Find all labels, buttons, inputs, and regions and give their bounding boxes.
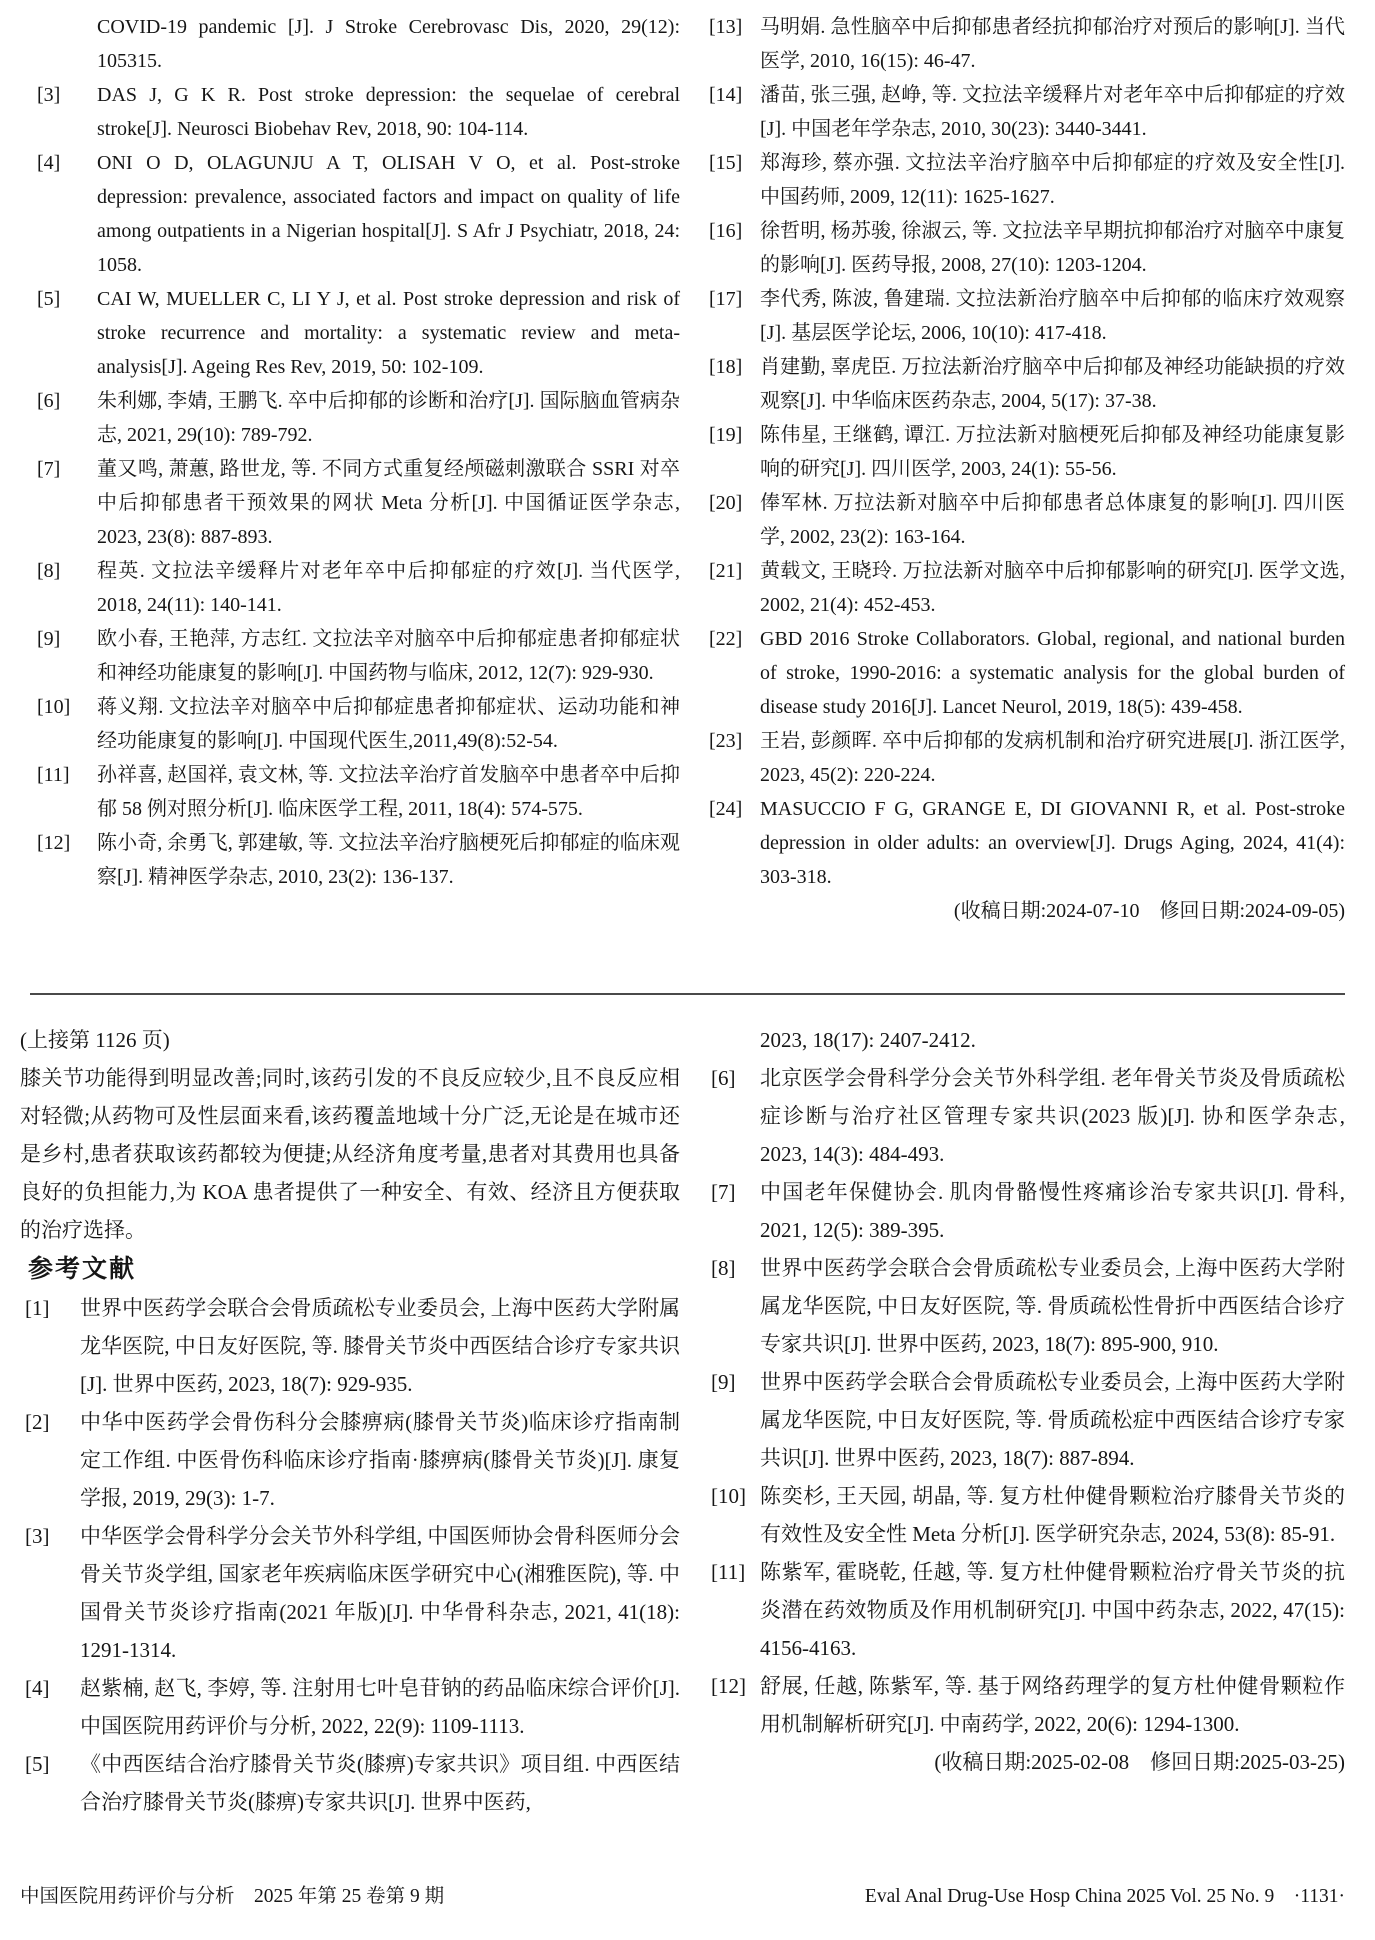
- reference-item: [705, 622, 1345, 724]
- reference-text: 赵紫楠, 赵飞, 李婷, 等. 注射用七叶皂苷钠的药品临床综合评价[J]. 中国医院用药评价与分析, 2022, 22(9): 1109-1113.: [80, 1676, 680, 1738]
- reference-text: 中华中医药学会骨伤科分会膝痹病(膝骨关节炎)临床诊疗指南制定工作组. 中医骨伤科临床诊疗指南·膝痹病(膝骨关节炎)[J]. 康复学报, 2019, 29(3): 1-7.: [80, 1410, 680, 1510]
- reference-number: [3]: [37, 84, 61, 106]
- reference-text: 俸军林. 万拉法新对脑卒中后抑郁患者总体康复的影响[J]. 四川医学, 2002, 23(2): 163-164.: [760, 492, 1345, 548]
- received-revised-dates: (收稿日期:2025-02-08 修回日期:2025-03-25): [934, 1750, 1345, 1774]
- reference-item: [705, 1363, 1345, 1477]
- reference-item: [35, 622, 680, 690]
- reference-text: 徐哲明, 杨苏骏, 徐淑云, 等. 文拉法辛早期抗抑郁治疗对脑卒中康复的影响[J]. 医药导报, 2008, 27(10): 1203-1204.: [760, 220, 1345, 276]
- reference-item: [20, 1403, 680, 1517]
- reference-item: [20, 1289, 680, 1403]
- reference-item: [35, 78, 680, 146]
- reference-text: 中华医学会骨科学分会关节外科学组, 中国医师协会骨科医师分会骨关节炎学组, 国家老年疾病临床医学研究中心(湘雅医院), 等. 中国骨关节炎诊疗指南(2021 年版)[J]. 中华骨科杂志, 2021, 41(18): 1291-1314.: [80, 1524, 680, 1662]
- reference-number: [10]: [711, 1484, 746, 1508]
- reference-item: [35, 554, 680, 622]
- reference-item: [35, 690, 680, 758]
- reference-item: [35, 452, 680, 554]
- reference-text: 中国老年保健协会. 肌肉骨骼慢性疼痛诊治专家共识[J]. 骨科, 2021, 12(5): 389-395.: [760, 1180, 1345, 1242]
- reference-item: [705, 792, 1345, 894]
- reference-text: ONI O D, OLAGUNJU A T, OLISAH V O, et al. Post-stroke depression: prevalence, associated factors and impact on quality of life among outpatients in a Nigerian hospital[J]. S Afr J Psychiatr, 2018, 24: 1058.: [97, 152, 680, 276]
- reference-number: [12]: [37, 832, 71, 854]
- reference-text: 肖建勤, 辜虎臣. 万拉法新治疗脑卒中后抑郁及神经功能缺损的疗效观察[J]. 中华临床医药杂志, 2004, 5(17): 37-38.: [760, 356, 1345, 412]
- reference-text: 董又鸣, 萧蕙, 路世龙, 等. 不同方式重复经颅磁刺激联合 SSRI 对卒中后抑郁患者干预效果的网状 Meta 分析[J]. 中国循证医学杂志, 2023, 23(8): 887-893.: [97, 458, 680, 548]
- reference-number: [4]: [25, 1676, 50, 1700]
- reference-item: [705, 146, 1345, 214]
- reference-text: 朱利娜, 李婧, 王鹏飞. 卒中后抑郁的诊断和治疗[J]. 国际脑血管病杂志, 2021, 29(10): 789-792.: [97, 390, 680, 446]
- reference-number: [9]: [711, 1370, 736, 1394]
- reference-number: [7]: [711, 1180, 736, 1204]
- reference-number: [9]: [37, 628, 61, 650]
- reference-item: [705, 350, 1345, 418]
- reference-item: [20, 1517, 680, 1669]
- reference-number: [5]: [37, 288, 61, 310]
- reference-number: [17]: [709, 288, 743, 310]
- reference-text: 潘苗, 张三强, 赵峥, 等. 文拉法辛缓释片对老年卒中后抑郁症的疗效[J]. 中国老年学杂志, 2010, 30(23): 3440-3441.: [760, 84, 1345, 140]
- reference-item: [35, 10, 680, 78]
- reference-item: [705, 10, 1345, 78]
- reference-item: [705, 1173, 1345, 1249]
- reference-text: 郑海珍, 蔡亦强. 文拉法辛治疗脑卒中后抑郁症的疗效及安全性[J]. 中国药师, 2009, 12(11): 1625-1627.: [760, 152, 1345, 208]
- reference-text: 世界中医药学会联合会骨质疏松专业委员会, 上海中医药大学附属龙华医院, 中日友好医院, 等. 骨质疏松症中西医结合诊疗专家共识[J]. 世界中医药, 2023, 18(7): 887-894.: [760, 1370, 1345, 1470]
- reference-text: 陈紫军, 霍晓乾, 任越, 等. 复方杜仲健骨颗粒治疗骨关节炎的抗炎潜在药效物质及作用机制研究[J]. 中国中药杂志, 2022, 47(15): 4156-4163.: [760, 1560, 1345, 1660]
- bottom-right-column: [705, 1021, 1345, 1875]
- references-heading: 参考文献: [28, 1255, 137, 1283]
- reference-number: [15]: [709, 152, 743, 174]
- reference-item: [705, 486, 1345, 554]
- reference-number: [24]: [709, 798, 743, 820]
- reference-number: [4]: [37, 152, 61, 174]
- reference-number: [10]: [37, 696, 71, 718]
- reference-item: [35, 758, 680, 826]
- reference-text: 2023, 18(17): 2407-2412.: [760, 1028, 976, 1052]
- reference-text: 陈伟星, 王继鹤, 谭江. 万拉法新对脑梗死后抑郁及神经功能康复影响的研究[J]. 四川医学, 2003, 24(1): 55-56.: [760, 424, 1345, 480]
- reference-number: [11]: [37, 764, 70, 786]
- top-left-column: [35, 10, 680, 994]
- reference-item: [35, 826, 680, 894]
- reference-item: [705, 78, 1345, 146]
- reference-text: 蒋义翔. 文拉法辛对脑卒中后抑郁症患者抑郁症状、运动功能和神经功能康复的影响[J]. 中国现代医生,2011,49(8):52-54.: [97, 696, 680, 752]
- reference-text: CAI W, MUELLER C, LI Y J, et al. Post stroke depression and risk of stroke recurrence and mortality: a systematic review and meta-analysis[J]. Ageing Res Rev, 2019, 50: 102-109.: [97, 288, 680, 378]
- reference-number: [13]: [709, 16, 743, 38]
- reference-number: [8]: [711, 1256, 736, 1280]
- reference-item: [20, 1745, 680, 1821]
- reference-text: MASUCCIO F G, GRANGE E, DI GIOVANNI R, et al. Post-stroke depression in older adults: an overview[J]. Drugs Aging, 2024, 41(4): 303-318.: [760, 798, 1345, 888]
- reference-item: [705, 214, 1345, 282]
- reference-text: 李代秀, 陈波, 鲁建瑞. 文拉法新治疗脑卒中后抑郁的临床疗效观察[J]. 基层医学论坛, 2006, 10(10): 417-418.: [760, 288, 1345, 344]
- reference-text: 陈小奇, 余勇飞, 郭建敏, 等. 文拉法辛治疗脑梗死后抑郁症的临床观察[J]. 精神医学杂志, 2010, 23(2): 136-137.: [97, 832, 680, 888]
- column-gap: [680, 1021, 705, 1875]
- reference-text: 陈奕杉, 王天园, 胡晶, 等. 复方杜仲健骨颗粒治疗膝骨关节炎的有效性及安全性 Meta 分析[J]. 医学研究杂志, 2024, 53(8): 85-91.: [760, 1484, 1345, 1546]
- column-gap: [680, 10, 705, 994]
- top-right-column: [705, 10, 1345, 994]
- reference-number: [23]: [709, 730, 743, 752]
- reference-item: [705, 1477, 1345, 1553]
- continued-article-section: [0, 995, 1375, 1875]
- reference-number: [2]: [25, 1410, 50, 1434]
- reference-text: COVID-19 pandemic [J]. J Stroke Cerebrovasc Dis, 2020, 29(12): 105315.: [97, 16, 680, 72]
- reference-number: [5]: [25, 1752, 50, 1776]
- reference-number: [6]: [711, 1066, 736, 1090]
- reference-number: [8]: [37, 560, 61, 582]
- reference-item: [705, 724, 1345, 792]
- body-paragraph: 膝关节功能得到明显改善;同时,该药引发的不良反应较少,且不良反应相对轻微;从药物可及性层面来看,该药覆盖地域十分广泛,无论是在城市还是乡村,患者获取该药都较为便捷;从经济角度考量,患者对其费用也具备良好的负担能力,为 KOA 患者提供了一种安全、有效、经济且方便获取的治疗选择。: [20, 1066, 680, 1242]
- reference-item: [705, 418, 1345, 486]
- reference-text: 世界中医药学会联合会骨质疏松专业委员会, 上海中医药大学附属龙华医院, 中日友好医院, 等. 膝骨关节炎中西医结合诊疗专家共识[J]. 世界中医药, 2023, 18(7): 929-935.: [80, 1296, 680, 1396]
- reference-item: [35, 282, 680, 384]
- reference-text: 马明娟. 急性脑卒中后抑郁患者经抗抑郁治疗对预后的影响[J]. 当代医学, 2010, 16(15): 46-47.: [760, 16, 1345, 72]
- reference-item: [705, 1059, 1345, 1173]
- reference-number: [11]: [711, 1560, 746, 1584]
- reference-number: [18]: [709, 356, 743, 378]
- reference-number: [19]: [709, 424, 743, 446]
- reference-item: [35, 146, 680, 282]
- reference-list-right: [705, 10, 1345, 894]
- reference-text: 欧小春, 王艳萍, 方志红. 文拉法辛对脑卒中后抑郁症患者抑郁症状和神经功能康复的影响[J]. 中国药物与临床, 2012, 12(7): 929-930.: [97, 628, 680, 684]
- bottom-left-column: [20, 1021, 680, 1875]
- reference-text: DAS J, G K R. Post stroke depression: the sequelae of cerebral stroke[J]. Neurosci Biobehav Rev, 2018, 90: 104-114.: [97, 84, 680, 140]
- reference-item: [705, 282, 1345, 350]
- reference-number: [7]: [37, 458, 61, 480]
- reference-number: [20]: [709, 492, 743, 514]
- reference-item: [35, 384, 680, 452]
- reference-number: [22]: [709, 628, 743, 650]
- reference-number: [1]: [25, 1296, 50, 1320]
- reference-item: [705, 1553, 1345, 1667]
- reference-item: [705, 1667, 1345, 1743]
- reference-list-left: [20, 1289, 680, 1821]
- received-revised-dates: (收稿日期:2024-07-10 修回日期:2024-09-05): [953, 900, 1345, 922]
- reference-text: 北京医学会骨科学分会关节外科学组. 老年骨关节炎及骨质疏松症诊断与治疗社区管理专家共识(2023 版)[J]. 协和医学杂志, 2023, 14(3): 484-493.: [760, 1066, 1345, 1166]
- reference-text: 程英. 文拉法辛缓释片对老年卒中后抑郁症的疗效[J]. 当代医学, 2018, 24(11): 140-141.: [97, 560, 680, 616]
- reference-item: [705, 1249, 1345, 1363]
- reference-text: GBD 2016 Stroke Collaborators. Global, regional, and national burden of stroke, 1990-2016: a systematic analysis for the global burden of disease study 2016[J]. Lancet Neurol, 2019, 18(5): 439-458.: [760, 628, 1345, 718]
- reference-text: 舒展, 任越, 陈紫军, 等. 基于网络药理学的复方杜仲健骨颗粒作用机制解析研究[J]. 中南药学, 2022, 20(6): 1294-1300.: [760, 1674, 1345, 1736]
- continued-from-note: (上接第 1126 页): [20, 1028, 170, 1052]
- footer-journal-en: Eval Anal Drug-Use Hosp China 2025 Vol. 25 No. 9 ·1131·: [864, 1886, 1345, 1907]
- reference-number: [21]: [709, 560, 743, 582]
- reference-item: [20, 1669, 680, 1745]
- reference-number: [3]: [25, 1524, 50, 1548]
- reference-list-left: [35, 10, 680, 894]
- reference-text: 黄载文, 王晓玲. 万拉法新对脑卒中后抑郁影响的研究[J]. 医学文选, 2002, 21(4): 452-453.: [760, 560, 1345, 616]
- reference-list-right: [705, 1021, 1345, 1743]
- footer-journal-cn: 中国医院用药评价与分析 2025 年第 25 卷第 9 期: [20, 1886, 445, 1907]
- reference-number: [14]: [709, 84, 743, 106]
- reference-text: 世界中医药学会联合会骨质疏松专业委员会, 上海中医药大学附属龙华医院, 中日友好医院, 等. 骨质疏松性骨折中西医结合诊疗专家共识[J]. 世界中医药, 2023, 18(7): 895-900, 910.: [760, 1256, 1345, 1356]
- reference-text: 《中西医结合治疗膝骨关节炎(膝痹)专家共识》项目组. 中西医结合治疗膝骨关节炎(膝痹)专家共识[J]. 世界中医药,: [80, 1752, 680, 1814]
- reference-item: [705, 554, 1345, 622]
- page-footer: [20, 1884, 1345, 1910]
- reference-number: [6]: [37, 390, 61, 412]
- reference-number: [12]: [711, 1674, 746, 1698]
- reference-item: [705, 1021, 1345, 1059]
- reference-text: 孙祥喜, 赵国祥, 袁文林, 等. 文拉法辛治疗首发脑卒中患者卒中后抑郁 58 例对照分析[J]. 临床医学工程, 2011, 18(4): 574-575.: [97, 764, 680, 820]
- reference-number: [16]: [709, 220, 743, 242]
- reference-text: 王岩, 彭颜晖. 卒中后抑郁的发病机制和治疗研究进展[J]. 浙江医学, 2023, 45(2): 220-224.: [760, 730, 1345, 786]
